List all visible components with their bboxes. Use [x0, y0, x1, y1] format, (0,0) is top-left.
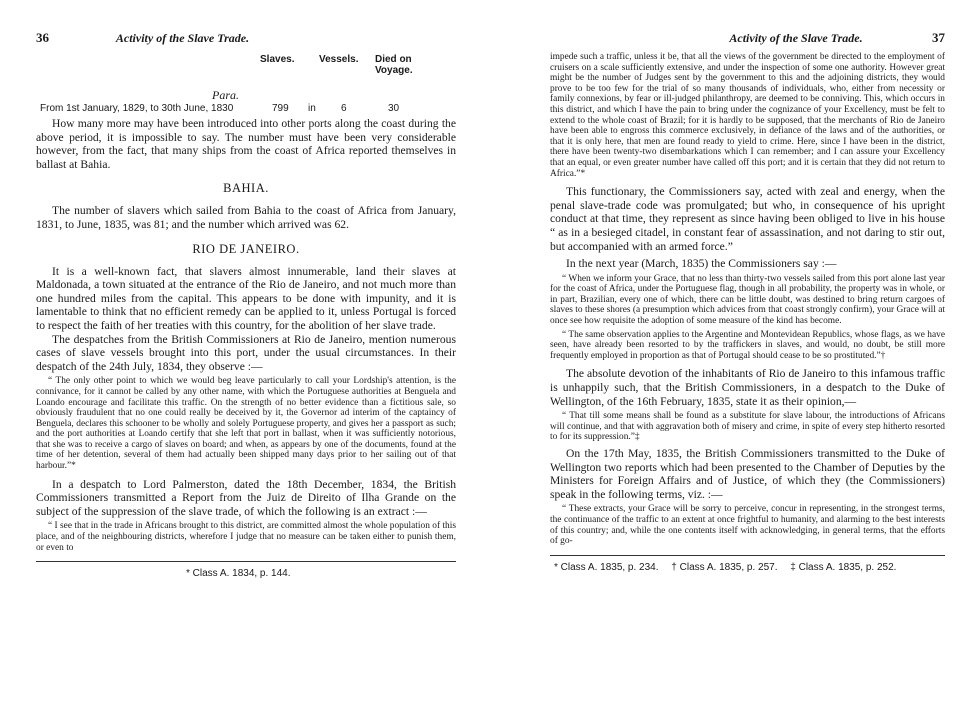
- section-para: Para.: [212, 88, 239, 102]
- paragraph: In a despatch to Lord Palmerston, dated the 18th December, 1834, the British Commissioners transmitted a Report from the Juiz de Direito of Ilha Grande on the subject of the suppression of the slave trade, of which the following is an extract :—: [36, 477, 456, 518]
- paragraph: The number of slavers which sailed from Bahia to the coast of Africa from January, 1831, to June, 1835, was 81; and the number which arrived was 62.: [36, 204, 456, 231]
- block-quote: impede such a traffic, unless it be, that all the views of the government be directed to the employment of cruisers on a scale sufficiently extensive, and under the inspection of some one authority. However great might be the number of Judges sent by the government to this and the adjoining districts, they would prove to be too few for the trial of so many thousands of individuals, who, either from necessity or family connexions, by fear or ill-judged philanthropy, are deemed to be conniving. This, which occurs in this district, and which I have the pain to bring under the cognizance of your Excellency, must be felt to extend to the whole coast of Brazil; for it is hardly to be supposed, that the merchants of Rio de Janeiro have been able to engross this commerce exclusively, in defiance of the laws and of the authorities, or that it is only here, that men are found ready to yield to crime. Here, since I have been in the district, there have been twenty-two disembarkations which I can remember; and I can assure your Excellency that an equal, or even greater number have called off this port; and it is certain that they did not return to Africa.”*: [550, 52, 945, 179]
- right-page-number: 37: [931, 30, 945, 45]
- block-quote: “ That till some means shall be found as a substitute for slave labour, the introductions of Africans will continue, and that with aggravation both of misery and crime, in spite of every step hitherto resorted to for its suppression.”‡: [550, 411, 945, 443]
- paragraph: How many more may have been introduced into other ports along the coast during the above period, it is impossible to say. The number must have been very considerable however, from the fact, that many ships from the coast of Africa reported themselves in ballast at Bahia.: [36, 117, 456, 171]
- paragraph: On the 17th May, 1835, the British Commissioners transmitted to the Duke of Wellington two reports which had been presented to the Chamber of Deputies by the Ministers for Foreign Affairs and of Justice, of which they (the Commissioners) speak in the following terms, viz. :—: [550, 447, 945, 501]
- paragraph: The despatches from the British Commissioners at Rio de Janeiro, mention numerous cases of slave vessels brought into this port, under the usual circumstances. In their despatch of the 24th July, 1834, they observe :—: [36, 332, 456, 373]
- row-slaves: 799: [272, 103, 289, 114]
- left-page: [36, 30, 456, 710]
- paragraph: The absolute devotion of the inhabitants of Rio de Janeiro to this infamous traffic is unhappily such, that the British Commissioners, in a despatch to the Duke of Wellington, of the 16th February, 1835, state it as their opinion,—: [550, 367, 945, 408]
- left-page-number: 36: [36, 30, 49, 45]
- heading-rio: RIO DE JANEIRO.: [192, 241, 300, 256]
- block-quote: “ These extracts, your Grace will be sorry to perceive, concur in representing, in the strongest terms, the continuance of the traffic to an extent at once frightful to humanity, and alarming to the best interests of this country; and, while the one contents itself with acknowledging, in general terms, that the efforts of go-: [550, 504, 945, 547]
- footnote-rule: [36, 561, 456, 562]
- block-quote: “ I see that in the trade in Africans brought to this district, are committed almost the whole population of this place, and of the neighbouring districts, wherefore I judge that no measure can be taken either to punish them, or even to: [36, 521, 456, 553]
- row-label: From 1st January, 1829, to 30th June, 1830: [40, 103, 234, 114]
- footnote: * Class A. 1834, p. 144.: [186, 568, 291, 580]
- row-died: 30: [388, 103, 400, 114]
- block-quote: “ When we inform your Grace, that no less than thirty-two vessels sailed from this port alone last year for the coast of Africa, under the Portuguese flag, though in all probability, the property was in whole, or in part, Brazilian, every one of which, there can be little doubt, was destined to bring return cargoes of slaves to these shores (a presumption which advices from that coast strongly confirm), your Grace will at once see how requisite the adoption of some measure of the kind has become.: [550, 273, 945, 327]
- row-vessels: 6: [341, 103, 347, 114]
- slave-table-header: [36, 50, 456, 86]
- block-quote: “ The only other point to which we would beg leave particularly to call your Lordship's attention, is the connivance, for it cannot be called by any other name, with which the Portuguese authorities at Benguela and Loando encourage and facilitate this traffic. On the strength of no better evidence than a fictitious sale, so obviously fraudulent that no one could really be deceived by it, the Governor ad interim of the captaincy of Benguela, declares this schooner to be wholly and solely Portuguese property, and gives her a passport as such; and the port authorities at Loando certify that she left that port in ballast, when it was sufficiently notorious, that she was to receive a cargo of slaves on board; and when, as appears by one of the documents, found at the time of her detention, several of them had actually been shipped many days prior to her sailing out of that harbour.”*: [36, 376, 456, 472]
- footnote: ‡ Class A. 1835, p. 252.: [790, 561, 897, 573]
- table-row: [36, 103, 456, 117]
- col-vessels: Vessels.: [319, 54, 359, 65]
- footnotes: [550, 562, 945, 573]
- right-running-title: Activity of the Slave Trade.: [729, 31, 863, 45]
- left-running-head: [36, 30, 456, 50]
- right-running-head: [550, 30, 945, 50]
- footnote-rule: [550, 555, 945, 556]
- paragraph: This functionary, the Commissioners say, acted with zeal and energy, when the penal slave-trade code was promulgated; but who, in consequence of his upright conduct at that time, they represent as since having been obliged to live in his house “ as in a besieged citadel, in constant fear of assassination, and not daring to stir out, but accompanied with an armed force.”: [550, 185, 945, 253]
- block-quote: “ The same observation applies to the Argentine and Montevidean Republics, whose flags, as we have seen, have already been resorted to by the traffickers in slaves, and would, no doubt, be still more frequently employed in proportion as that of Portugal should cease to be so prostituted.”†: [550, 329, 945, 361]
- footnote: † Class A. 1835, p. 257.: [671, 561, 778, 573]
- paragraph: It is a well-known fact, that slavers almost innumerable, land their slaves at Maldonada, a town situated at the entrance of the Rio de Janeiro, and not much more than one hundred miles from the capital. This appears to be done with impunity, and it is lamentable to think that no efficient remedy can be applied to it, unless Portugal is forced to respect the faith of her treaties with this country, for the abolition of her slave trade.: [36, 264, 456, 332]
- footnote: * Class A. 1835, p. 234.: [554, 561, 659, 573]
- col-died: Died on Voyage.: [375, 54, 413, 76]
- heading-bahia: BAHIA.: [223, 181, 269, 196]
- row-in: in: [308, 103, 316, 114]
- left-running-title: Activity of the Slave Trade.: [115, 31, 250, 45]
- col-slaves: Slaves.: [260, 54, 295, 65]
- right-page: [550, 30, 945, 710]
- paragraph: In the next year (March, 1835) the Commissioners say :—: [566, 257, 837, 271]
